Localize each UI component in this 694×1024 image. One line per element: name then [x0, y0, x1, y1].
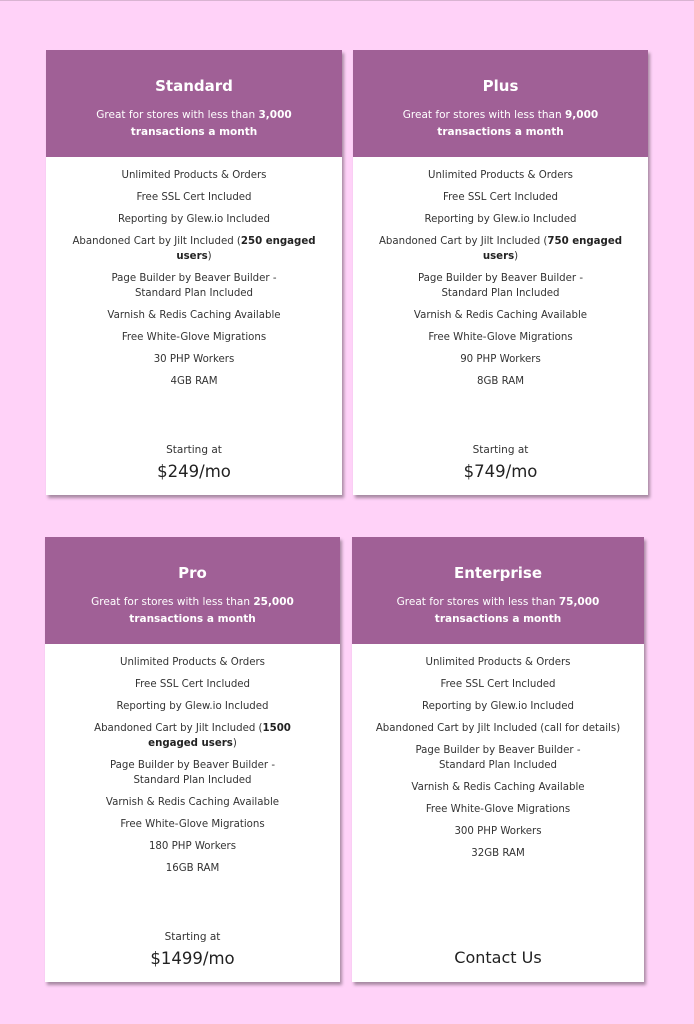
feature-item: Varnish & Redis Caching Available [105, 797, 280, 808]
tagline-text: Great for stores with less than [402, 109, 565, 121]
price-value: $1499/mo [150, 949, 235, 968]
tagline-highlight: 3,000 transactions a month [130, 109, 292, 138]
feature-item: Varnish & Redis Caching Available [411, 782, 585, 793]
tagline-text: Great for stores with less than [396, 596, 559, 608]
feature-item: 300 PHP Workers [454, 826, 542, 837]
price-block [353, 443, 648, 482]
plan-tagline [368, 594, 628, 628]
feature-item: Reporting by Glew.io Included [118, 214, 270, 225]
feature-item: Varnish & Redis Caching Available [413, 310, 588, 321]
price-block [45, 930, 340, 969]
contact-us-link[interactable]: Contact Us [454, 948, 542, 967]
feature-highlight: 250 engaged users [176, 236, 316, 262]
feature-item: Free SSL Cert Included [440, 679, 556, 690]
feature-item [54, 234, 334, 264]
feature-item: 32GB RAM [471, 848, 525, 859]
feature-item: Reporting by Glew.io Included [424, 214, 577, 225]
plan-header [353, 50, 648, 157]
plan-header [45, 537, 340, 644]
feature-text: ) [232, 738, 237, 749]
plan-card-pro [45, 537, 340, 982]
feature-item: Free White-Glove Migrations [120, 819, 265, 830]
feature-item: Page Builder by Beaver Builder - Standard Plan Included [111, 273, 277, 299]
plan-tagline [61, 594, 324, 628]
feature-item: Unlimited Products & Orders [428, 170, 573, 181]
plan-name: Plus [482, 77, 519, 95]
feature-item: Free White-Glove Migrations [428, 332, 573, 343]
plan-card-standard [46, 50, 342, 495]
feature-list [45, 644, 340, 876]
feature-item: Unlimited Products & Orders [121, 170, 267, 181]
feature-text: Abandoned Cart by Jilt Included ( [72, 236, 241, 247]
tagline-highlight: 75,000 transactions a month [434, 596, 600, 625]
starting-at-label: Starting at [472, 444, 529, 456]
price-block [46, 443, 342, 482]
feature-item: 8GB RAM [476, 376, 525, 387]
tagline-highlight: 9,000 transactions a month [437, 109, 599, 138]
feature-highlight: 1500 engaged users [148, 723, 291, 749]
feature-item: 30 PHP Workers [153, 354, 235, 365]
price-block [352, 948, 644, 968]
plan-name: Standard [155, 77, 233, 95]
price-value: $749/mo [463, 462, 538, 481]
starting-at-label: Starting at [166, 444, 222, 456]
feature-item: Page Builder by Beaver Builder - Standard Plan Included [417, 273, 584, 299]
feature-item: Varnish & Redis Caching Available [107, 310, 281, 321]
tagline-text: Great for stores with less than [96, 109, 259, 121]
plan-name: Enterprise [453, 564, 543, 582]
feature-item: Page Builder by Beaver Builder - Standard Plan Included [109, 760, 276, 786]
tagline-highlight: 25,000 transactions a month [129, 596, 294, 625]
plan-name: Pro [178, 564, 207, 582]
feature-list [352, 644, 644, 861]
feature-highlight: 750 engaged users [482, 236, 623, 262]
feature-item: Abandoned Cart by Jilt Included (call for details) [375, 723, 621, 734]
feature-item: Free White-Glove Migrations [121, 332, 267, 343]
feature-item [53, 721, 332, 751]
plan-header [46, 50, 342, 157]
plan-card-enterprise [352, 537, 644, 982]
feature-item: Free SSL Cert Included [136, 192, 252, 203]
feature-item: Page Builder by Beaver Builder - Standard Plan Included [415, 745, 581, 771]
feature-text: ) [207, 251, 212, 262]
tagline-text: Great for stores with less than [91, 596, 254, 608]
feature-item: 90 PHP Workers [460, 354, 541, 365]
feature-item: Reporting by Glew.io Included [116, 701, 269, 712]
feature-text: Abandoned Cart by Jilt Included ( [94, 723, 263, 734]
feature-item: 16GB RAM [165, 863, 220, 874]
feature-item: Free SSL Cert Included [442, 192, 559, 203]
plan-card-plus [353, 50, 648, 495]
plan-tagline [62, 107, 326, 141]
feature-item: Unlimited Products & Orders [425, 657, 571, 668]
price-value: $249/mo [157, 462, 231, 481]
plan-header [352, 537, 644, 644]
feature-item [361, 234, 640, 264]
feature-text: Abandoned Cart by Jilt Included ( [378, 236, 548, 247]
feature-text: ) [514, 251, 519, 262]
feature-item: Free White-Glove Migrations [425, 804, 571, 815]
feature-item: 180 PHP Workers [148, 841, 237, 852]
feature-list [353, 157, 648, 389]
feature-item: Unlimited Products & Orders [120, 657, 265, 668]
feature-item: Free SSL Cert Included [134, 679, 251, 690]
starting-at-label: Starting at [164, 931, 221, 943]
feature-list [46, 157, 342, 389]
feature-item: 4GB RAM [170, 376, 218, 387]
feature-item: Reporting by Glew.io Included [422, 701, 574, 712]
plan-tagline [369, 107, 632, 141]
